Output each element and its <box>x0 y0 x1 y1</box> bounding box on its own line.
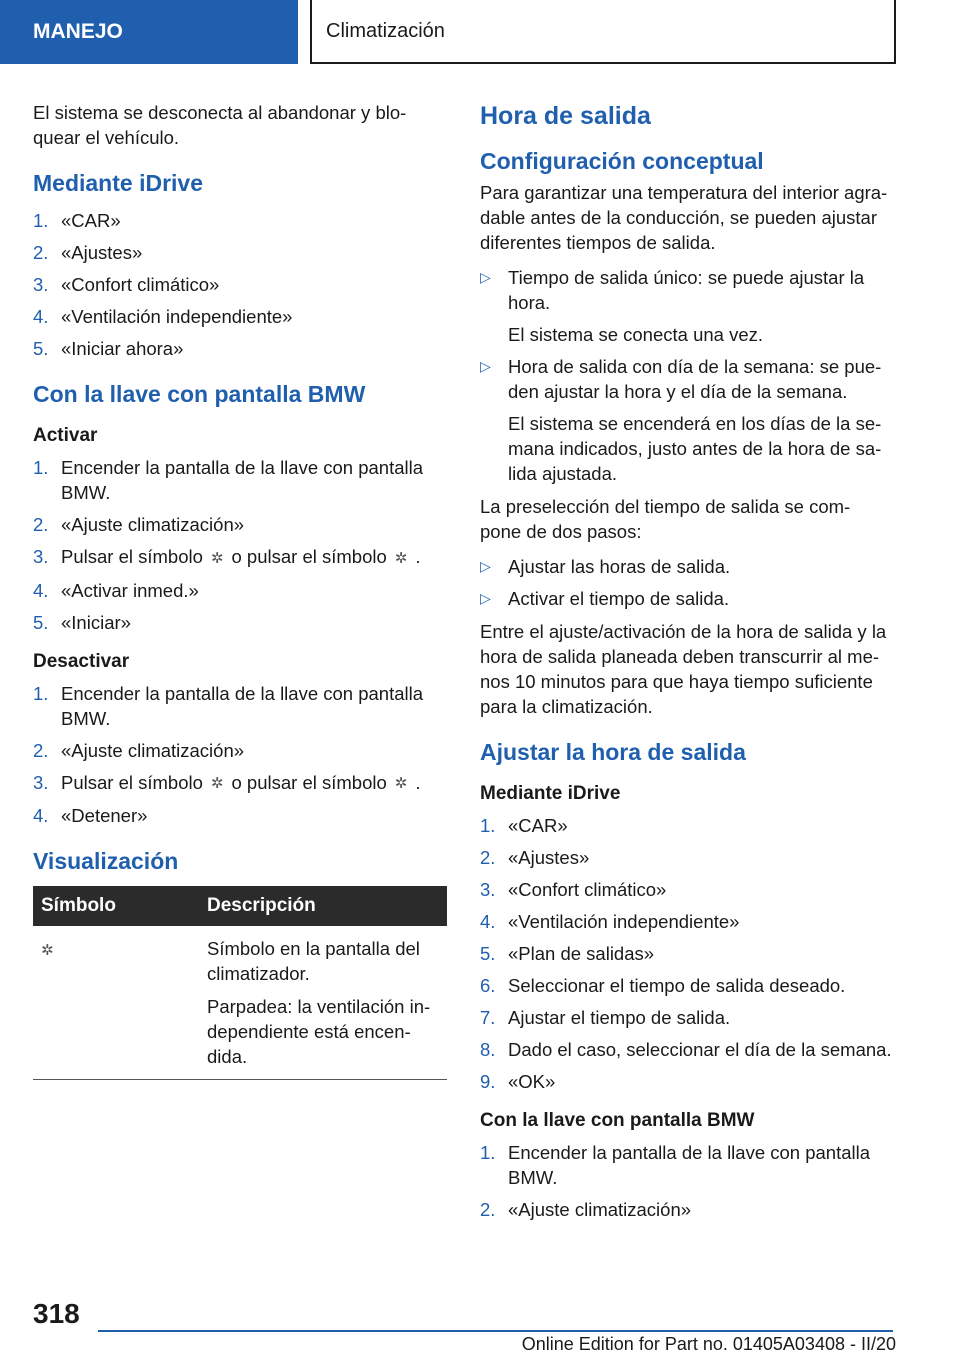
key-steps <box>480 1140 896 1222</box>
topic-label: Climatización <box>326 19 445 42</box>
triangle-right-icon: ▷ <box>480 558 491 574</box>
list-item: 2. «Ajustes» <box>33 242 143 263</box>
header-topic <box>310 0 896 64</box>
table-header-description: Descripción <box>199 886 447 926</box>
list-item: 2. «Ajuste climatización» <box>480 1199 692 1220</box>
idrive-heading: Mediante iDrive <box>33 170 203 196</box>
key-heading: Con la llave con pantalla BMW <box>33 381 366 407</box>
list-item: 5. «Plan de salidas» <box>480 943 655 964</box>
table-header-symbol: Símbolo <box>33 886 199 926</box>
list-item: 8. Dado el caso, seleccionar el día de la semana. <box>480 1039 892 1060</box>
table-desc-2: Parpadea: la ventilación in- dependiente está encen- dida. <box>207 996 431 1068</box>
footer-divider <box>98 1330 893 1332</box>
fan-icon: ✲ <box>210 775 224 793</box>
list-item: 1. Encender la pantalla de la llave con pantalla BMW. <box>480 1142 871 1188</box>
list-item: 5. «Iniciar» <box>33 611 131 633</box>
list-item: 2. «Ajuste climatización» <box>33 514 245 535</box>
right-column <box>480 100 896 1236</box>
list-item: ▷ Hora de salida con día de la semana: se pue- den ajustar la hora y el día de la semana. El sistema se encenderá en los días de la se- mana indicados, justo antes de la hora de sa- lida ajustada. <box>480 356 882 484</box>
triangle-right-icon: ▷ <box>480 269 491 285</box>
page-number: 318 <box>33 1298 80 1329</box>
list-item: 4. «Activar inmed.» <box>33 579 199 601</box>
list-item: 1. Encender la pantalla de la llave con pantalla BMW. <box>33 682 424 729</box>
list-item: 1. Encender la pantalla de la llave con pantalla BMW. <box>33 457 424 503</box>
left-column <box>33 100 447 1080</box>
list-item: 7. Ajustar el tiempo de salida. <box>480 1007 731 1028</box>
list-item: ▷ Tiempo de salida único: se puede ajustar la hora. El sistema se conecta una vez. <box>480 267 865 345</box>
preselection-text: La preselección del tiempo de salida se com- pone de dos pasos: <box>480 496 851 542</box>
fan-icon: ✲ <box>41 941 54 959</box>
deactivate-heading: Desactivar <box>33 650 130 672</box>
list-item: 1. «CAR» <box>33 210 121 231</box>
fan-timer-icon: ✲ <box>394 549 408 567</box>
triangle-right-icon: ▷ <box>480 590 491 606</box>
list-item: 2. «Ajustes» <box>480 847 590 868</box>
idrive-subheading: Mediante iDrive <box>480 783 621 804</box>
idrive-steps <box>33 208 447 361</box>
list-item: 3. Pulsar el símbolo ✲ o pulsar el símbolo ✲ . <box>33 770 447 797</box>
list-item: ▷ Ajustar las horas de salida. <box>480 556 731 577</box>
key-subheading: Con la llave con pantalla BMW <box>480 1110 755 1131</box>
list-item: 4. «Ventilación independiente» <box>33 306 293 327</box>
list-item: 3. Pulsar el símbolo ✲ o pulsar el símbolo ✲ . <box>33 544 447 571</box>
table-row <box>33 926 447 1080</box>
set-heading: Ajustar la hora de salida <box>480 739 746 765</box>
section-label: MANEJO <box>33 20 123 43</box>
triangle-right-icon: ▷ <box>480 358 491 374</box>
list-item: 3. «Confort climático» <box>480 879 667 900</box>
concept-heading: Configuración conceptual <box>480 148 764 174</box>
list-item: 5. «Iniciar ahora» <box>33 338 184 359</box>
steps-bullets <box>480 554 896 611</box>
symbol-table <box>33 886 447 1080</box>
activate-heading: Activar <box>33 425 98 446</box>
list-item: 1. «CAR» <box>480 815 568 836</box>
table-desc-1: Símbolo en la pantalla del climatizador. <box>207 938 420 985</box>
list-item: 4. «Ventilación independiente» <box>480 911 740 932</box>
fan-timer-icon: ✲ <box>394 775 408 793</box>
set-steps <box>480 813 896 1094</box>
list-item: 3. «Confort climático» <box>33 274 220 295</box>
display-heading: Visualización <box>33 848 179 875</box>
intro-text: El sistema se desconecta al abandonar y blo- quear el vehículo. <box>33 102 407 148</box>
list-item: 4. «Detener» <box>33 805 148 827</box>
list-item: ▷ Activar el tiempo de salida. <box>480 588 730 609</box>
list-item: 9. «OK» <box>480 1071 556 1092</box>
deactivate-steps <box>33 681 447 829</box>
departure-heading: Hora de salida <box>480 102 651 130</box>
footer-edition: Online Edition for Part no. 01405A03408 - II/20 <box>521 1334 896 1354</box>
activate-steps <box>33 455 447 635</box>
concept-text: Para garantizar una temperatura del interior agra- dable antes de la conducción, se pueden ajustar diferentes tiempos de salida. <box>480 182 888 253</box>
header-section <box>0 0 298 64</box>
list-item: 6. Seleccionar el tiempo de salida deseado. <box>480 975 846 996</box>
between-text: Entre el ajuste/activación de la hora de salida y la hora de salida planeada deben transcurrir al me- nos 10 minutos para que haya tiempo suficiente para la climatización. <box>480 621 887 717</box>
concept-bullets <box>480 265 896 486</box>
list-item: 2. «Ajuste climatización» <box>33 739 245 761</box>
fan-icon: ✲ <box>210 549 224 567</box>
